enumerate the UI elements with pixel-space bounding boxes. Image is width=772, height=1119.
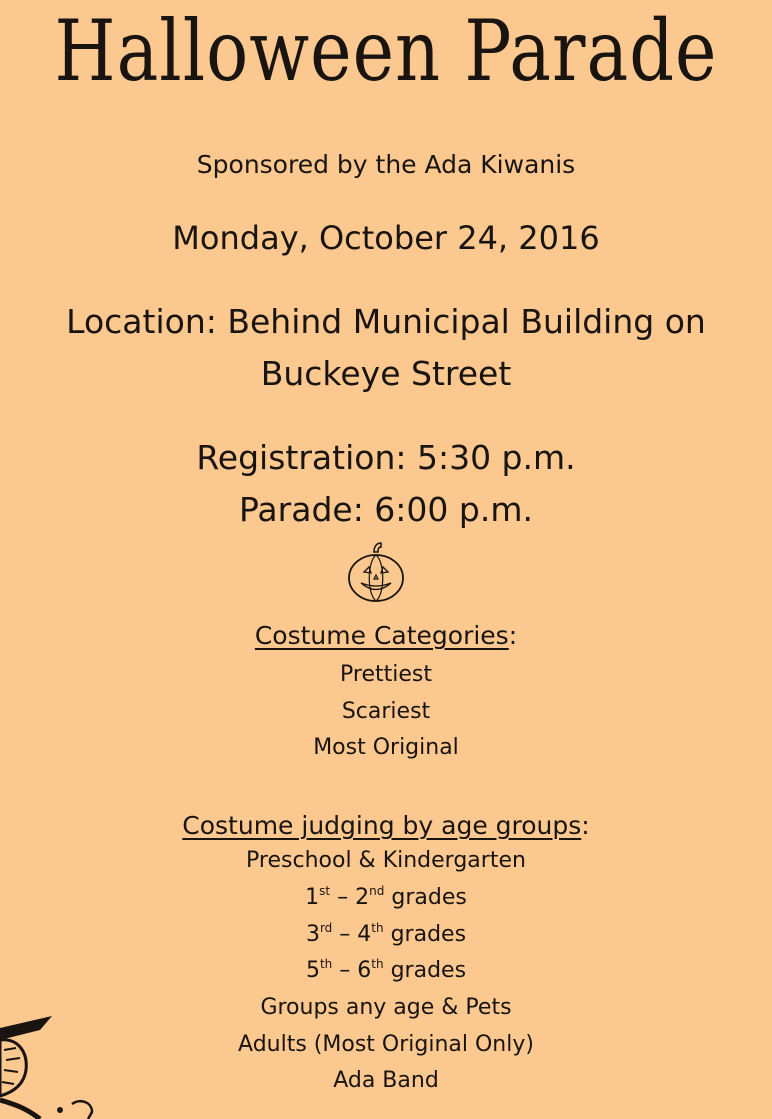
location-line-1: Location: Behind Municipal Building on xyxy=(66,302,706,341)
age-group-grades-1-2: 1st – 2nd grades xyxy=(305,884,467,910)
age-group-adults: Adults (Most Original Only) xyxy=(238,1032,534,1057)
pumpkin-icon xyxy=(346,542,406,604)
age-groups-heading: Costume judging by age groups: xyxy=(182,811,590,840)
category-most-original: Most Original xyxy=(313,735,459,760)
age-group-preschool: Preschool & Kindergarten xyxy=(246,848,526,873)
sponsor-line: Sponsored by the Ada Kiwanis xyxy=(196,150,576,179)
age-group-grades-3-4: 3rd – 4th grades xyxy=(305,921,467,947)
age-group-grades-5-6: 5th – 6th grades xyxy=(305,957,467,983)
event-date: Monday, October 24, 2016 xyxy=(172,219,600,257)
age-group-band: Ada Band xyxy=(333,1068,439,1093)
witch-icon xyxy=(0,1000,100,1119)
location-line-2: Buckeye Street xyxy=(260,354,512,393)
costume-categories-heading: Costume Categories: xyxy=(254,621,518,650)
flyer-title: Halloween Parade xyxy=(54,2,718,101)
parade-time: Parade: 6:00 p.m. xyxy=(239,490,533,529)
registration-time: Registration: 5:30 p.m. xyxy=(196,438,576,477)
category-prettiest: Prettiest xyxy=(340,662,432,687)
age-group-groups-pets: Groups any age & Pets xyxy=(260,995,512,1020)
category-scariest: Scariest xyxy=(341,699,431,724)
